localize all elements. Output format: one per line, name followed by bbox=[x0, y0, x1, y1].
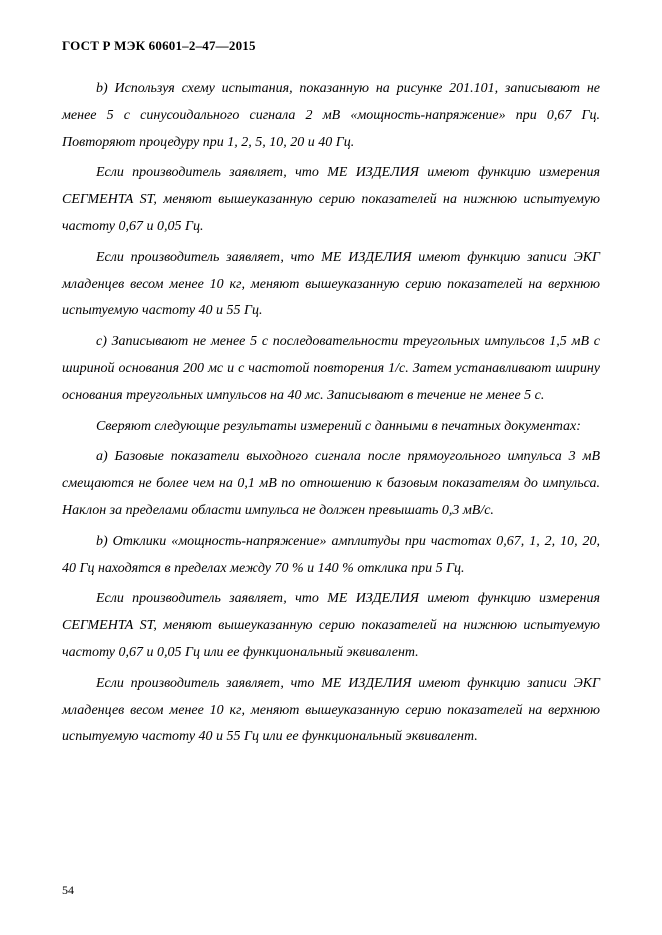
paragraph-result-a-baseline: a) Базовые показатели выходного сигнала после прямоугольного импульса 3 мВ смещаются не более чем на 0,1 мВ по отношению к базовым показателям до импульса. Наклон за пределами области импульса не должен превышать 0,3 мВ/с. bbox=[62, 449, 600, 518]
paragraph-result-b-response: b) Отклики «мощность-напряжение» амплитуды при частотах 0,67, 1, 2, 10, 20, 40 Гц находятся в пределах между 70 % и 140 % отклика при 5 Гц. bbox=[62, 533, 600, 576]
paragraph-st-segment-note: Если производитель заявляет, что МЕ ИЗДЕЛИЯ имеют функцию измерения СЕГМЕНТА ST, меняют вышеуказанную серию показателей на нижнюю испытуемую частоту 0,67 и 0,05 Гц. bbox=[62, 165, 600, 234]
paragraph-test-c-triangular: c) Записывают не менее 5 с последовательности треугольных импульсов 1,5 мВ с шириной основания 200 мс и с частотой повторения 1/с. Затем устанавливают ширину основания треугольных импульсов на 40 мс. Записывают в течение не менее 5 с. bbox=[62, 334, 600, 403]
document-header: ГОСТ Р МЭК 60601–2–47—2015 bbox=[62, 38, 256, 53]
page-number: 54 bbox=[62, 883, 74, 897]
paragraph-infant-ecg-note: Если производитель заявляет, что МЕ ИЗДЕЛИЯ имеют функцию записи ЭКГ младенцев весом менее 10 кг, меняют вышеуказанную серию показателей на верхнюю испытуемую частоту 40 и 55 Гц. bbox=[62, 249, 600, 319]
paragraph-compare-results: Сверяют следующие результаты измерений с данными в печатных документах: bbox=[96, 418, 581, 434]
document-body bbox=[62, 76, 600, 755]
paragraph-test-b-sinusoidal: b) Используя схему испытания, показанную на рисунке 201.101, записывают не менее 5 с синусоидального сигнала 2 мВ «мощность-напряжение» при 0,67 Гц. Повторяют процедуру при 1, 2, 5, 10, 20 и 40 Гц. bbox=[62, 81, 600, 150]
paragraph-st-segment-equivalent: Если производитель заявляет, что МЕ ИЗДЕЛИЯ имеют функцию измерения СЕГМЕНТА ST, меняют вышеуказанную серию показателей на нижнюю испытуемую частоту 0,67 и 0,05 Гц или ее функциональный эквивалент. bbox=[62, 591, 600, 660]
paragraph-infant-ecg-equivalent: Если производитель заявляет, что МЕ ИЗДЕЛИЯ имеют функцию записи ЭКГ младенцев весом менее 10 кг, меняют вышеуказанную серию показателей на верхнюю испытуемую частоту 40 и 55 Гц или ее функциональный эквивалент. bbox=[62, 675, 600, 745]
